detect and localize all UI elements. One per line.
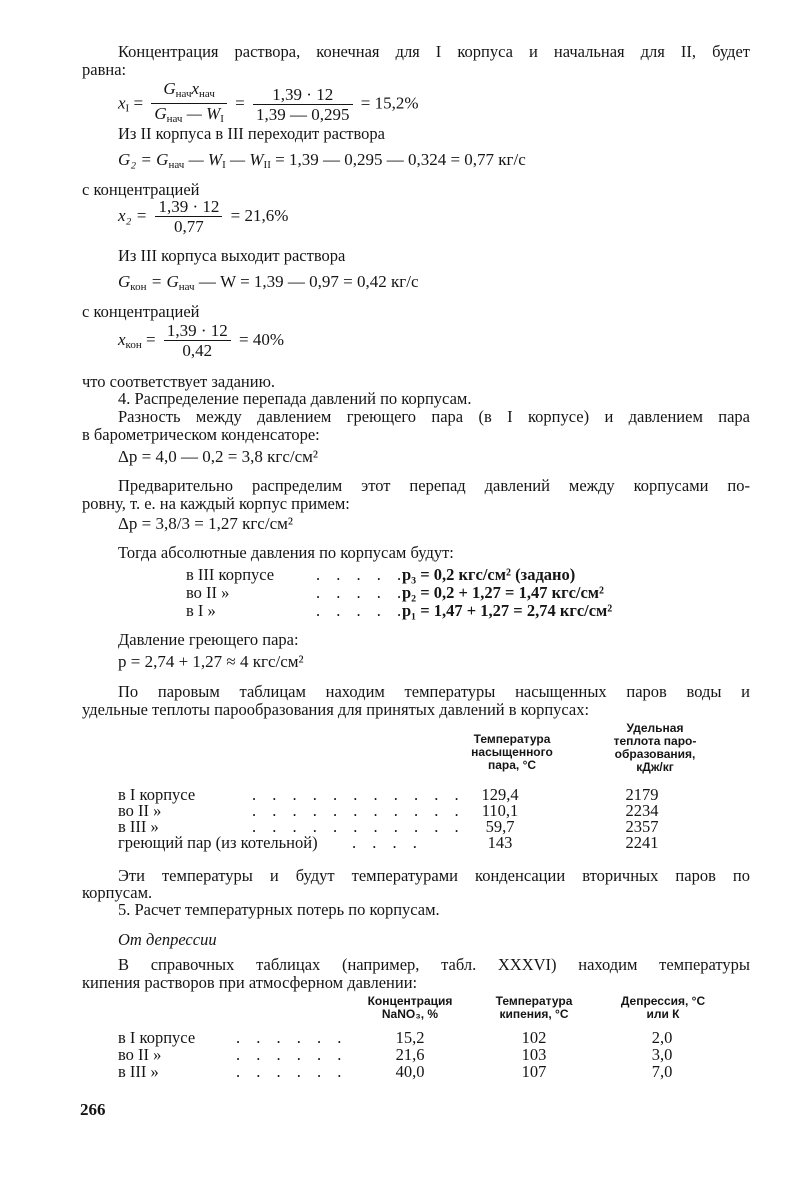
table2-cell: 15,2 [395, 1028, 425, 1047]
paragraph-text: В справочных таблицах (например, табл. XXXVI) находим температуры [118, 955, 750, 974]
leader-dots: . . . . . . . . . . . [252, 817, 465, 836]
paragraph-text: Предварительно распределим этот перепад давлений между корпусами по- [118, 476, 750, 495]
table1-row-label: во II » [118, 801, 162, 820]
formula-heating-pressure: p = 2,74 + 1,27 ≈ 4 кгс/см² [118, 652, 304, 671]
formula-concentration-final: $x_{кон}$ = $\frac{1,39 \cdot 12}{0,42}$ = 40% [118, 321, 284, 360]
leader-dots: . . . . . . [236, 1028, 348, 1047]
leader-dots: . . . . . [316, 565, 408, 584]
leader-dots: . . . . . [316, 601, 408, 620]
formula-flow-2: $G_2 = G_{нач}$ — $W_I$ — $W_{II} = 1,39$ — 0,295 — 0,324 = 0,77 кг/с [118, 150, 526, 171]
paragraph-text: Из II корпуса в III переходит раствора [118, 124, 386, 143]
leader-dots: . . . . [352, 833, 423, 852]
pressure-value: p₁ = 1,47 + 1,27 = 2,74 кгс/см² [402, 601, 613, 620]
paragraph-text: Из III корпуса выходит раствора [118, 246, 346, 265]
table1-header-temperature: Температура насыщенного пара, °С [471, 732, 553, 772]
table1-row-label: в III » [118, 817, 159, 836]
table1-cell: 143 [487, 833, 513, 852]
table1-cell: 129,4 [481, 785, 519, 804]
table1-row-label: греющий пар (из котельной) [118, 833, 318, 852]
paragraph-text: ровну, т. е. на каждый корпус примем: [82, 494, 350, 513]
formula-concentration-2: x₂ = $\frac{1,39 \cdot 12}{0,77}$ = 21,6% [118, 197, 289, 236]
paragraph-text: Концентрация раствора, конечная для I корпуса и начальная для II, будет [118, 42, 750, 61]
paragraph-text: кипения растворов при атмосферном давлении: [82, 973, 418, 992]
table1-cell: 2234 [625, 801, 659, 820]
section-heading: 5. Расчет температурных потерь по корпусам. [118, 900, 440, 919]
pressure-label: в I » [186, 601, 216, 620]
formula-concentration-1: $x_I$ = $\frac{G_{нач}x_{нач}}{G_{нач} — W_I}$ = $\frac{1,39 \cdot 12}{1,39 — 0,295}$ = 15,2% [118, 80, 419, 129]
paragraph-text: Тогда абсолютные давления по корпусам будут: [118, 543, 454, 562]
table2-cell: 102 [521, 1028, 547, 1047]
table2-cell: 40,0 [395, 1062, 425, 1081]
formula-pressure-diff: Δp = 4,0 — 0,2 = 3,8 кгс/см² [118, 447, 319, 466]
paragraph-text: что соответствует заданию. [82, 372, 276, 391]
table2-row-label: в I корпусе [118, 1028, 196, 1047]
formula-pressure-each: Δp = 3,8/3 = 1,27 кгс/см² [118, 514, 293, 533]
table2-row-label: во II » [118, 1045, 162, 1064]
table1-row-label: в I корпусе [118, 785, 196, 804]
table1-cell: 2357 [625, 817, 659, 836]
table2-header-boiling: Температура кипения, °С [495, 994, 573, 1021]
table2-header-depression: Депрессия, °С или К [620, 994, 706, 1021]
table2-cell: 107 [521, 1062, 547, 1081]
leader-dots: . . . . . . . . . . . [252, 801, 465, 820]
table2-header-concentration: Концентрация NaNO₃, % [367, 994, 453, 1021]
section-heading: 4. Распределение перепада давлений по корпусам. [118, 389, 472, 408]
leader-dots: . . . . . . [236, 1062, 348, 1081]
table1-header-heat: Удельная теплота паро- образования, кДж/кг [613, 721, 697, 774]
paragraph-text: Разность между давлением греющего пара (в I корпусе) и давлением пара [118, 407, 750, 426]
subsection-heading: От депрессии [118, 930, 217, 949]
table2-cell: 21,6 [395, 1045, 425, 1064]
paragraph-text: Давление греющего пара: [118, 630, 299, 649]
paragraph-text: с концентрацией [82, 302, 200, 321]
paragraph-text: равна: [82, 60, 127, 79]
paragraph-text: По паровым таблицам находим температуры насыщенных паров воды и [118, 682, 750, 701]
leader-dots: . . . . . . [236, 1045, 348, 1064]
pressure-label: во II » [186, 583, 230, 602]
leader-dots: . . . . . [316, 583, 408, 602]
paragraph-text: с концентрацией [82, 180, 200, 199]
paragraph-text: в барометрическом конденсаторе: [82, 425, 320, 444]
leader-dots: . . . . . . . . . . . [252, 785, 465, 804]
table2-row-label: в III » [118, 1062, 159, 1081]
table1-cell: 110,1 [481, 801, 519, 820]
page-number: 266 [80, 1100, 106, 1119]
pressure-value: p₂ = 0,2 + 1,27 = 1,47 кгс/см² [402, 583, 604, 602]
table1-cell: 2241 [625, 833, 659, 852]
pressure-label: в III корпусе [186, 565, 275, 584]
paragraph-text: Эти температуры и будут температурами конденсации вторичных паров по [118, 866, 750, 885]
paragraph-text: удельные теплоты парообразования для принятых давлений в корпусах: [82, 700, 590, 719]
pressure-value: p₃ = 0,2 кгс/см² (задано) [402, 565, 576, 584]
table2-cell: 3,0 [651, 1045, 673, 1064]
table1-cell: 59,7 [485, 817, 515, 836]
table2-cell: 2,0 [651, 1028, 673, 1047]
table2-cell: 7,0 [651, 1062, 673, 1081]
formula-flow-final: $G_{кон} = G_{нач}$ — W = 1,39 — 0,97 = 0,42 кг/с [118, 272, 419, 293]
table2-cell: 103 [521, 1045, 547, 1064]
table1-cell: 2179 [625, 785, 659, 804]
paragraph-text: корпусам. [82, 883, 153, 902]
